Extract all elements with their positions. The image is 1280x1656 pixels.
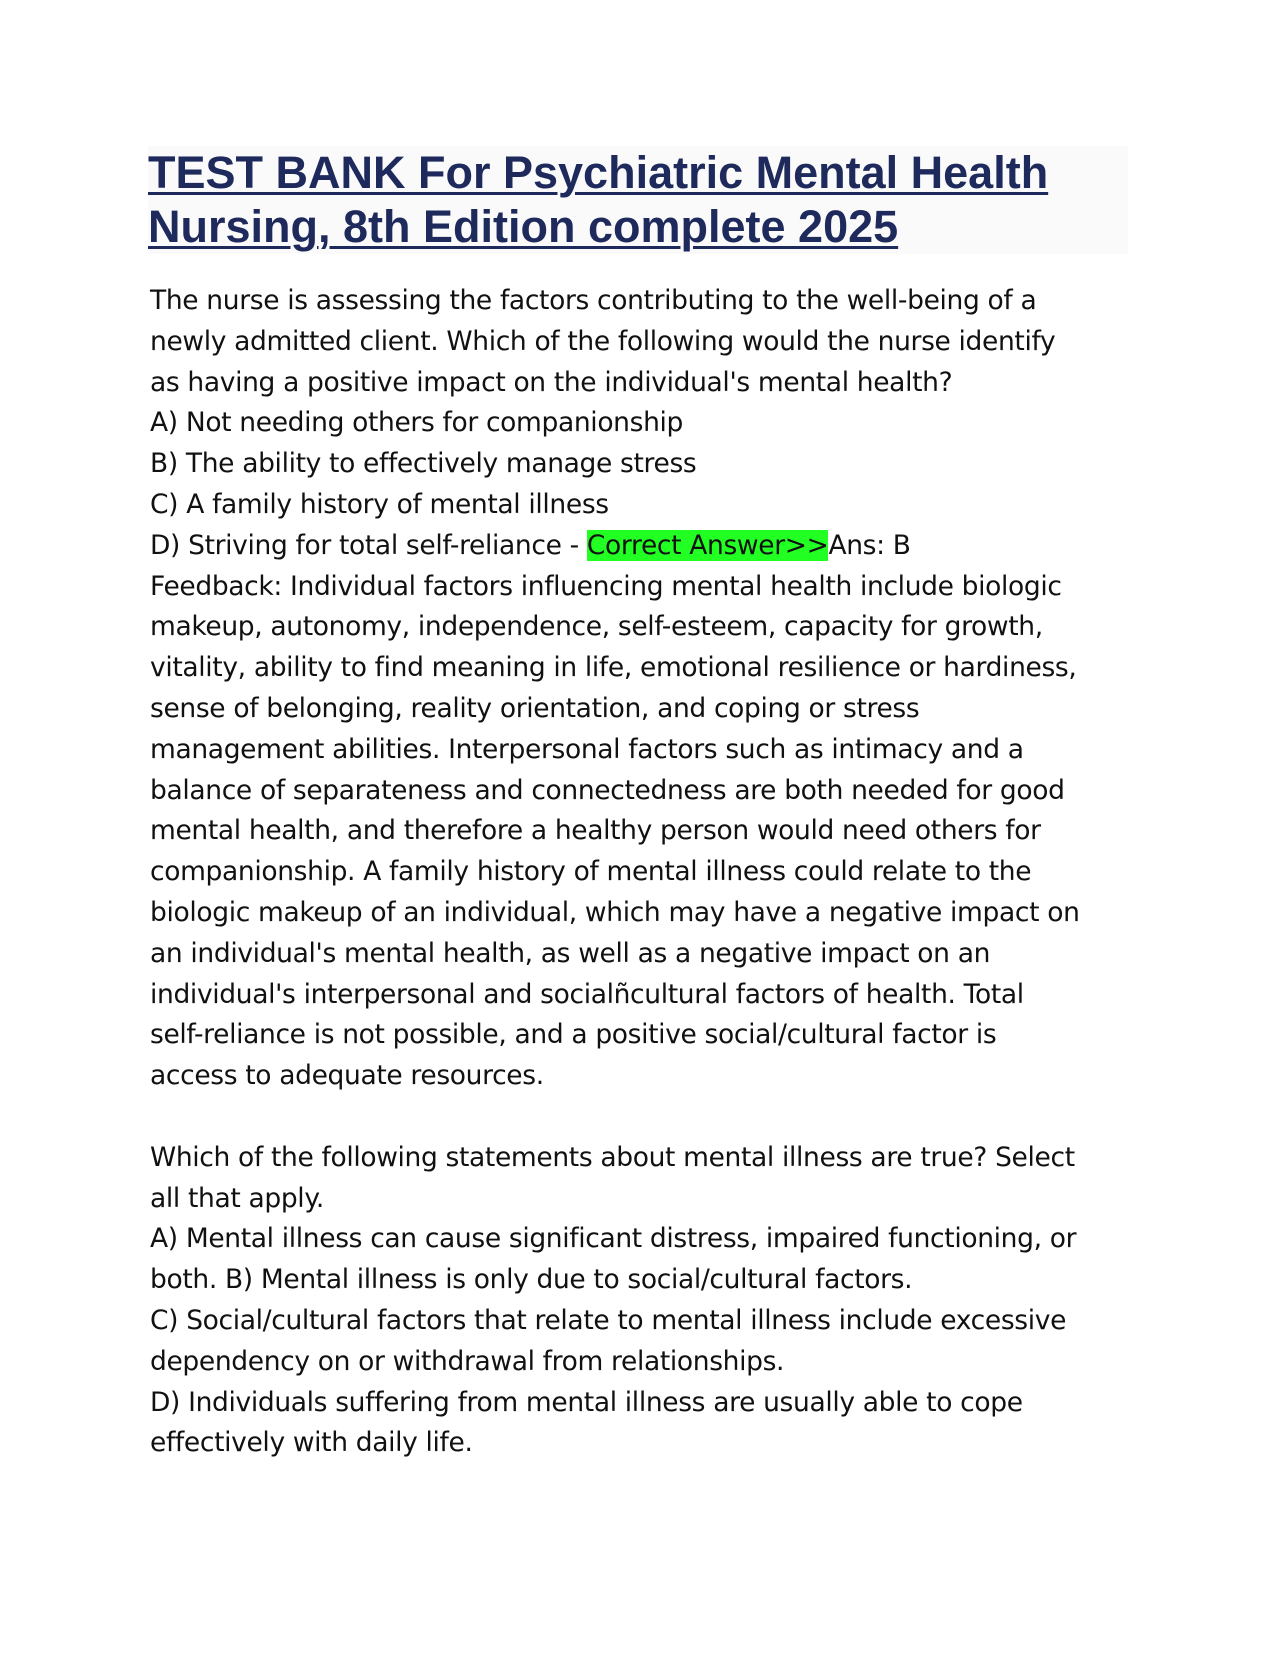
feedback-line: Feedback: Individual factors influencing mental health include biologic (150, 570, 1062, 602)
title-line-2: Nursing, 8th Edition complete 2025 (148, 201, 899, 252)
document-body (150, 281, 1140, 1464)
question-1-option-c: C) A family history of mental illness (150, 488, 609, 520)
question-2-line: D) Individuals suffering from mental illness are usually able to cope (150, 1386, 1023, 1418)
correct-answer-highlight: Correct Answer>> (586, 529, 829, 561)
question-2-line: both. B) Mental illness is only due to social/cultural factors. (150, 1264, 913, 1296)
question-2-line: dependency on or withdrawal from relationships. (150, 1345, 785, 1377)
title-line-1: TEST BANK For Psychiatric Mental Health (148, 147, 1049, 198)
question-1-feedback (150, 567, 1140, 1097)
question-1 (150, 281, 1140, 1097)
question-2 (150, 1138, 1140, 1464)
question-1-option-b: B) The ability to effectively manage stress (150, 448, 697, 480)
title-block (148, 146, 1128, 254)
question-2-line: all that apply. (150, 1182, 324, 1214)
question-1-stem-line: newly admitted client. Which of the following would the nurse identify (150, 325, 1056, 357)
feedback-line: sense of belonging, reality orientation, and coping or stress (150, 692, 920, 724)
document-title (148, 146, 1128, 254)
question-1-option-a: A) Not needing others for companionship (150, 407, 684, 439)
feedback-line: makeup, autonomy, independence, self-esteem, capacity for growth, (150, 611, 1043, 643)
question-1-stem-line: as having a positive impact on the individual's mental health? (150, 366, 953, 398)
question-2-line: Which of the following statements about mental illness are true? Select (150, 1141, 1075, 1173)
question-2-line: A) Mental illness can cause significant distress, impaired functioning, or (150, 1223, 1077, 1255)
feedback-line: an individual's mental health, as well as a negative impact on an (150, 937, 991, 969)
question-1-option-d-line (150, 526, 1140, 567)
feedback-line: biologic makeup of an individual, which may have a negative impact on (150, 896, 1080, 928)
feedback-line: management abilities. Interpersonal factors such as intimacy and a (150, 733, 1024, 765)
question-2-line: effectively with daily life. (150, 1427, 473, 1459)
feedback-line: mental health, and therefore a healthy person would need others for (150, 815, 1041, 847)
question-1-option-d: D) Striving for total self-reliance - (150, 529, 587, 561)
feedback-line: companionship. A family history of mental illness could relate to the (150, 856, 1032, 888)
feedback-line: balance of separateness and connectedness are both needed for good (150, 774, 1065, 806)
feedback-line: access to adequate resources. (150, 1060, 544, 1092)
question-1-stem-line: The nurse is assessing the factors contributing to the well-being of a (150, 285, 1037, 316)
feedback-line: vitality, ability to find meaning in life, emotional resilience or hardiness, (150, 652, 1077, 684)
question-2-line: C) Social/cultural factors that relate to mental illness include excessive (150, 1304, 1067, 1336)
feedback-line: self-reliance is not possible, and a positive social/cultural factor is (150, 1019, 997, 1051)
question-1-answer: Ans: B (828, 529, 911, 561)
paragraph-spacer (150, 1097, 1140, 1138)
feedback-line: individual's interpersonal and socialñcultural factors of health. Total (150, 978, 1024, 1010)
